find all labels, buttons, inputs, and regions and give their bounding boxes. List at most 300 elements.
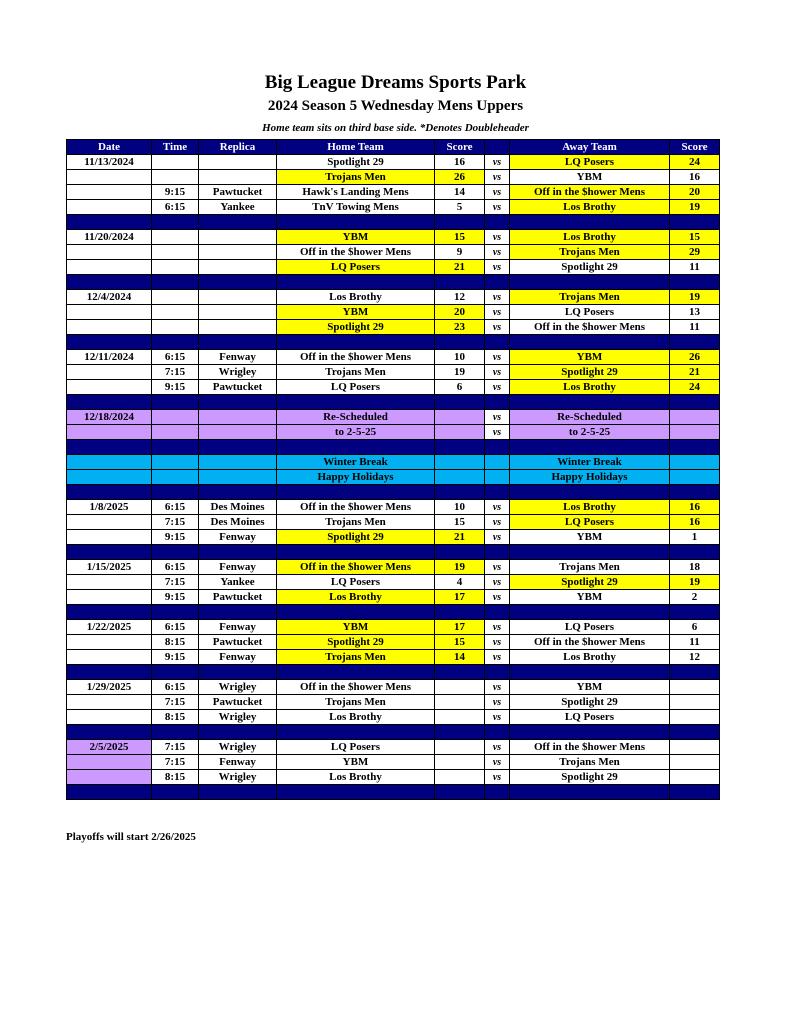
- time-cell: 9:15: [152, 530, 199, 545]
- separator-cell: [510, 605, 670, 620]
- time-cell: 6:15: [152, 500, 199, 515]
- game-row: [67, 260, 720, 275]
- away-score-cell: 12: [670, 650, 720, 665]
- vs-cell: vs: [485, 230, 510, 245]
- date-cell: [67, 320, 152, 335]
- date-cell: [67, 515, 152, 530]
- separator-cell: [435, 395, 485, 410]
- header-away-team: Away Team: [510, 140, 670, 155]
- vs-cell: vs: [485, 245, 510, 260]
- week-separator: [67, 275, 720, 290]
- away-team-cell: YBM: [510, 170, 670, 185]
- replica-cell: Wrigley: [199, 710, 277, 725]
- home-score-cell: 10: [435, 350, 485, 365]
- date-cell: [67, 365, 152, 380]
- separator-cell: [485, 335, 510, 350]
- separator-cell: [670, 785, 720, 800]
- date-cell: 12/18/2024: [67, 410, 152, 425]
- home-score-cell: 15: [435, 515, 485, 530]
- separator-cell: [435, 335, 485, 350]
- away-team-cell: Los Brothy: [510, 650, 670, 665]
- separator-cell: [67, 395, 152, 410]
- home-team-cell: Spotlight 29: [277, 320, 435, 335]
- away-team-cell: Re-Scheduled: [510, 410, 670, 425]
- game-row: [67, 200, 720, 215]
- home-score-cell: 10: [435, 500, 485, 515]
- separator-cell: [485, 275, 510, 290]
- home-score-cell: [435, 710, 485, 725]
- separator-cell: [67, 665, 152, 680]
- vs-cell: vs: [485, 650, 510, 665]
- separator-cell: [199, 275, 277, 290]
- home-score-cell: 9: [435, 245, 485, 260]
- away-score-cell: [670, 710, 720, 725]
- time-cell: [152, 170, 199, 185]
- separator-cell: [435, 275, 485, 290]
- separator-cell: [670, 335, 720, 350]
- home-score-cell: [435, 455, 485, 470]
- separator-cell: [199, 665, 277, 680]
- vs-cell: vs: [485, 365, 510, 380]
- vs-cell: vs: [485, 710, 510, 725]
- separator-cell: [277, 545, 435, 560]
- home-score-cell: 5: [435, 200, 485, 215]
- separator-cell: [510, 725, 670, 740]
- vs-cell: vs: [485, 305, 510, 320]
- replica-cell: Des Moines: [199, 500, 277, 515]
- replica-cell: [199, 455, 277, 470]
- separator-cell: [152, 215, 199, 230]
- vs-cell: vs: [485, 155, 510, 170]
- separator-cell: [152, 605, 199, 620]
- game-row: [67, 695, 720, 710]
- separator-cell: [277, 335, 435, 350]
- home-team-cell: Spotlight 29: [277, 635, 435, 650]
- separator-cell: [485, 785, 510, 800]
- away-score-cell: 16: [670, 170, 720, 185]
- separator-cell: [670, 440, 720, 455]
- page-subtitle: 2024 Season 5 Wednesday Mens Uppers: [267, 98, 524, 114]
- away-score-cell: 6: [670, 620, 720, 635]
- week-separator: [67, 440, 720, 455]
- date-cell: [67, 635, 152, 650]
- header-away-score: Score: [670, 140, 720, 155]
- replica-cell: Pawtucket: [199, 635, 277, 650]
- away-team-cell: Los Brothy: [510, 500, 670, 515]
- header-date: Date: [67, 140, 152, 155]
- home-score-cell: 15: [435, 635, 485, 650]
- away-team-cell: Spotlight 29: [510, 575, 670, 590]
- away-score-cell: 26: [670, 350, 720, 365]
- date-cell: 12/4/2024: [67, 290, 152, 305]
- time-cell: [152, 230, 199, 245]
- separator-cell: [277, 485, 435, 500]
- time-cell: [152, 470, 199, 485]
- separator-cell: [67, 335, 152, 350]
- week-separator: [67, 335, 720, 350]
- separator-cell: [435, 440, 485, 455]
- away-team-cell: YBM: [510, 530, 670, 545]
- game-row: [67, 620, 720, 635]
- home-team-cell: TnV Towing Mens: [277, 200, 435, 215]
- replica-cell: Pawtucket: [199, 695, 277, 710]
- home-team-cell: YBM: [277, 620, 435, 635]
- away-team-cell: Off in the $hower Mens: [510, 185, 670, 200]
- away-score-cell: [670, 410, 720, 425]
- home-team-cell: LQ Posers: [277, 740, 435, 755]
- separator-cell: [510, 785, 670, 800]
- time-cell: 7:15: [152, 740, 199, 755]
- game-row: [67, 365, 720, 380]
- away-score-cell: 20: [670, 185, 720, 200]
- away-team-cell: Happy Holidays: [510, 470, 670, 485]
- vs-cell: vs: [485, 185, 510, 200]
- time-cell: 7:15: [152, 755, 199, 770]
- away-team-cell: Spotlight 29: [510, 695, 670, 710]
- week-separator: [67, 605, 720, 620]
- replica-cell: Des Moines: [199, 515, 277, 530]
- game-row: [67, 410, 720, 425]
- home-team-cell: Trojans Men: [277, 695, 435, 710]
- vs-cell: vs: [485, 740, 510, 755]
- separator-cell: [277, 440, 435, 455]
- separator-cell: [510, 665, 670, 680]
- replica-cell: Fenway: [199, 650, 277, 665]
- home-team-cell: Trojans Men: [277, 365, 435, 380]
- separator-cell: [67, 545, 152, 560]
- date-cell: [67, 305, 152, 320]
- away-team-cell: Trojans Men: [510, 245, 670, 260]
- header-row: [67, 140, 720, 155]
- away-score-cell: 19: [670, 200, 720, 215]
- time-cell: 9:15: [152, 650, 199, 665]
- away-score-cell: [670, 740, 720, 755]
- game-row: [67, 650, 720, 665]
- separator-cell: [152, 275, 199, 290]
- home-score-cell: [435, 755, 485, 770]
- separator-cell: [67, 440, 152, 455]
- game-row: [67, 425, 720, 440]
- home-team-cell: LQ Posers: [277, 260, 435, 275]
- separator-cell: [199, 395, 277, 410]
- home-team-cell: LQ Posers: [277, 380, 435, 395]
- home-team-cell: Hawk's Landing Mens: [277, 185, 435, 200]
- replica-cell: [199, 410, 277, 425]
- date-cell: [67, 170, 152, 185]
- separator-cell: [485, 485, 510, 500]
- separator-cell: [670, 665, 720, 680]
- separator-cell: [510, 440, 670, 455]
- game-row: [67, 230, 720, 245]
- replica-cell: Pawtucket: [199, 380, 277, 395]
- away-team-cell: Off in the $hower Mens: [510, 635, 670, 650]
- header-replica: Replica: [199, 140, 277, 155]
- game-row: [67, 455, 720, 470]
- replica-cell: Fenway: [199, 530, 277, 545]
- time-cell: 9:15: [152, 380, 199, 395]
- date-cell: [67, 755, 152, 770]
- separator-cell: [670, 395, 720, 410]
- time-cell: [152, 290, 199, 305]
- home-score-cell: [435, 680, 485, 695]
- seating-note: Home team sits on third base side. *Denotes Doubleheader: [262, 122, 529, 134]
- separator-cell: [199, 485, 277, 500]
- separator-cell: [485, 665, 510, 680]
- separator-cell: [152, 395, 199, 410]
- separator-cell: [510, 395, 670, 410]
- home-score-cell: 12: [435, 290, 485, 305]
- home-score-cell: [435, 425, 485, 440]
- away-score-cell: 16: [670, 515, 720, 530]
- home-score-cell: 16: [435, 155, 485, 170]
- home-score-cell: 23: [435, 320, 485, 335]
- time-cell: [152, 305, 199, 320]
- time-cell: [152, 155, 199, 170]
- away-score-cell: 29: [670, 245, 720, 260]
- time-cell: 7:15: [152, 695, 199, 710]
- separator-cell: [152, 725, 199, 740]
- separator-cell: [199, 440, 277, 455]
- separator-cell: [510, 215, 670, 230]
- time-cell: [152, 425, 199, 440]
- game-row: [67, 710, 720, 725]
- date-cell: [67, 695, 152, 710]
- date-cell: 1/8/2025: [67, 500, 152, 515]
- game-row: [67, 185, 720, 200]
- separator-cell: [277, 665, 435, 680]
- home-score-cell: [435, 410, 485, 425]
- home-team-cell: Off in the $hower Mens: [277, 350, 435, 365]
- vs-cell: vs: [485, 530, 510, 545]
- vs-cell: vs: [485, 515, 510, 530]
- away-team-cell: Off in the $hower Mens: [510, 320, 670, 335]
- replica-cell: [199, 425, 277, 440]
- vs-cell: vs: [485, 380, 510, 395]
- vs-cell: vs: [485, 755, 510, 770]
- away-score-cell: [670, 770, 720, 785]
- date-cell: [67, 650, 152, 665]
- home-score-cell: 20: [435, 305, 485, 320]
- game-row: [67, 755, 720, 770]
- time-cell: 7:15: [152, 365, 199, 380]
- home-score-cell: [435, 770, 485, 785]
- home-score-cell: [435, 740, 485, 755]
- home-team-cell: Off in the $hower Mens: [277, 560, 435, 575]
- week-separator: [67, 785, 720, 800]
- vs-cell: vs: [485, 260, 510, 275]
- game-row: [67, 560, 720, 575]
- replica-cell: Wrigley: [199, 680, 277, 695]
- home-score-cell: 15: [435, 230, 485, 245]
- away-score-cell: [670, 680, 720, 695]
- vs-cell: [485, 455, 510, 470]
- header-vs: [485, 140, 510, 155]
- replica-cell: Fenway: [199, 560, 277, 575]
- vs-cell: vs: [485, 695, 510, 710]
- date-cell: [67, 470, 152, 485]
- time-cell: [152, 260, 199, 275]
- home-team-cell: Off in the $hower Mens: [277, 680, 435, 695]
- replica-cell: Pawtucket: [199, 590, 277, 605]
- separator-cell: [152, 335, 199, 350]
- date-cell: 2/5/2025: [67, 740, 152, 755]
- away-team-cell: Spotlight 29: [510, 365, 670, 380]
- away-score-cell: 19: [670, 290, 720, 305]
- away-team-cell: YBM: [510, 590, 670, 605]
- away-score-cell: 18: [670, 560, 720, 575]
- vs-cell: vs: [485, 770, 510, 785]
- home-score-cell: [435, 695, 485, 710]
- week-separator: [67, 725, 720, 740]
- separator-cell: [435, 785, 485, 800]
- game-row: [67, 680, 720, 695]
- home-score-cell: 21: [435, 530, 485, 545]
- home-team-cell: YBM: [277, 755, 435, 770]
- date-cell: [67, 455, 152, 470]
- vs-cell: vs: [485, 680, 510, 695]
- home-team-cell: Winter Break: [277, 455, 435, 470]
- replica-cell: [199, 290, 277, 305]
- time-cell: 7:15: [152, 515, 199, 530]
- separator-cell: [435, 665, 485, 680]
- header-home-score: Score: [435, 140, 485, 155]
- replica-cell: [199, 260, 277, 275]
- game-row: [67, 470, 720, 485]
- away-team-cell: Winter Break: [510, 455, 670, 470]
- vs-cell: vs: [485, 620, 510, 635]
- separator-cell: [199, 545, 277, 560]
- home-team-cell: Los Brothy: [277, 590, 435, 605]
- replica-cell: Wrigley: [199, 365, 277, 380]
- game-row: [67, 530, 720, 545]
- separator-cell: [199, 335, 277, 350]
- replica-cell: [199, 230, 277, 245]
- time-cell: [152, 455, 199, 470]
- away-team-cell: LQ Posers: [510, 515, 670, 530]
- separator-cell: [67, 215, 152, 230]
- separator-cell: [277, 725, 435, 740]
- schedule-table: [66, 139, 720, 800]
- time-cell: 6:15: [152, 680, 199, 695]
- home-score-cell: 21: [435, 260, 485, 275]
- vs-cell: vs: [485, 425, 510, 440]
- vs-cell: vs: [485, 560, 510, 575]
- away-team-cell: YBM: [510, 350, 670, 365]
- separator-cell: [670, 545, 720, 560]
- separator-cell: [199, 785, 277, 800]
- date-cell: [67, 185, 152, 200]
- separator-cell: [435, 605, 485, 620]
- separator-cell: [277, 785, 435, 800]
- game-row: [67, 635, 720, 650]
- separator-cell: [152, 440, 199, 455]
- game-row: [67, 245, 720, 260]
- replica-cell: [199, 155, 277, 170]
- away-score-cell: 1: [670, 530, 720, 545]
- home-team-cell: Trojans Men: [277, 650, 435, 665]
- game-row: [67, 740, 720, 755]
- separator-cell: [670, 275, 720, 290]
- page-title: Big League Dreams Sports Park: [264, 72, 527, 93]
- vs-cell: [485, 470, 510, 485]
- vs-cell: vs: [485, 635, 510, 650]
- away-score-cell: [670, 455, 720, 470]
- separator-cell: [277, 605, 435, 620]
- home-team-cell: Spotlight 29: [277, 155, 435, 170]
- away-team-cell: Spotlight 29: [510, 260, 670, 275]
- away-team-cell: LQ Posers: [510, 620, 670, 635]
- date-cell: [67, 380, 152, 395]
- away-score-cell: [670, 425, 720, 440]
- replica-cell: Fenway: [199, 350, 277, 365]
- time-cell: 6:15: [152, 350, 199, 365]
- home-score-cell: 14: [435, 185, 485, 200]
- date-cell: 11/20/2024: [67, 230, 152, 245]
- game-row: [67, 380, 720, 395]
- away-team-cell: LQ Posers: [510, 155, 670, 170]
- date-cell: [67, 770, 152, 785]
- home-score-cell: 17: [435, 620, 485, 635]
- replica-cell: [199, 170, 277, 185]
- replica-cell: Fenway: [199, 755, 277, 770]
- separator-cell: [670, 725, 720, 740]
- away-team-cell: Trojans Men: [510, 560, 670, 575]
- replica-cell: Yankee: [199, 200, 277, 215]
- week-separator: [67, 395, 720, 410]
- game-row: [67, 515, 720, 530]
- home-score-cell: [435, 470, 485, 485]
- away-score-cell: 24: [670, 155, 720, 170]
- home-team-cell: Trojans Men: [277, 515, 435, 530]
- vs-cell: vs: [485, 500, 510, 515]
- week-separator: [67, 545, 720, 560]
- separator-cell: [199, 215, 277, 230]
- vs-cell: vs: [485, 320, 510, 335]
- time-cell: [152, 320, 199, 335]
- away-team-cell: Spotlight 29: [510, 770, 670, 785]
- game-row: [67, 155, 720, 170]
- home-score-cell: 17: [435, 590, 485, 605]
- date-cell: [67, 710, 152, 725]
- away-team-cell: Los Brothy: [510, 200, 670, 215]
- home-score-cell: 6: [435, 380, 485, 395]
- date-cell: 1/15/2025: [67, 560, 152, 575]
- away-score-cell: 21: [670, 365, 720, 380]
- week-separator: [67, 485, 720, 500]
- away-score-cell: 15: [670, 230, 720, 245]
- away-team-cell: Los Brothy: [510, 230, 670, 245]
- away-score-cell: [670, 755, 720, 770]
- separator-cell: [67, 785, 152, 800]
- home-team-cell: Off in the $hower Mens: [277, 500, 435, 515]
- home-team-cell: Spotlight 29: [277, 530, 435, 545]
- week-separator: [67, 665, 720, 680]
- home-team-cell: YBM: [277, 230, 435, 245]
- date-cell: [67, 245, 152, 260]
- playoffs-note: Playoffs will start 2/26/2025: [66, 831, 196, 843]
- separator-cell: [152, 545, 199, 560]
- time-cell: 9:15: [152, 590, 199, 605]
- vs-cell: vs: [485, 170, 510, 185]
- home-team-cell: Los Brothy: [277, 290, 435, 305]
- home-score-cell: 14: [435, 650, 485, 665]
- home-score-cell: 19: [435, 560, 485, 575]
- date-cell: 1/29/2025: [67, 680, 152, 695]
- home-score-cell: 4: [435, 575, 485, 590]
- away-score-cell: [670, 695, 720, 710]
- vs-cell: vs: [485, 410, 510, 425]
- game-row: [67, 290, 720, 305]
